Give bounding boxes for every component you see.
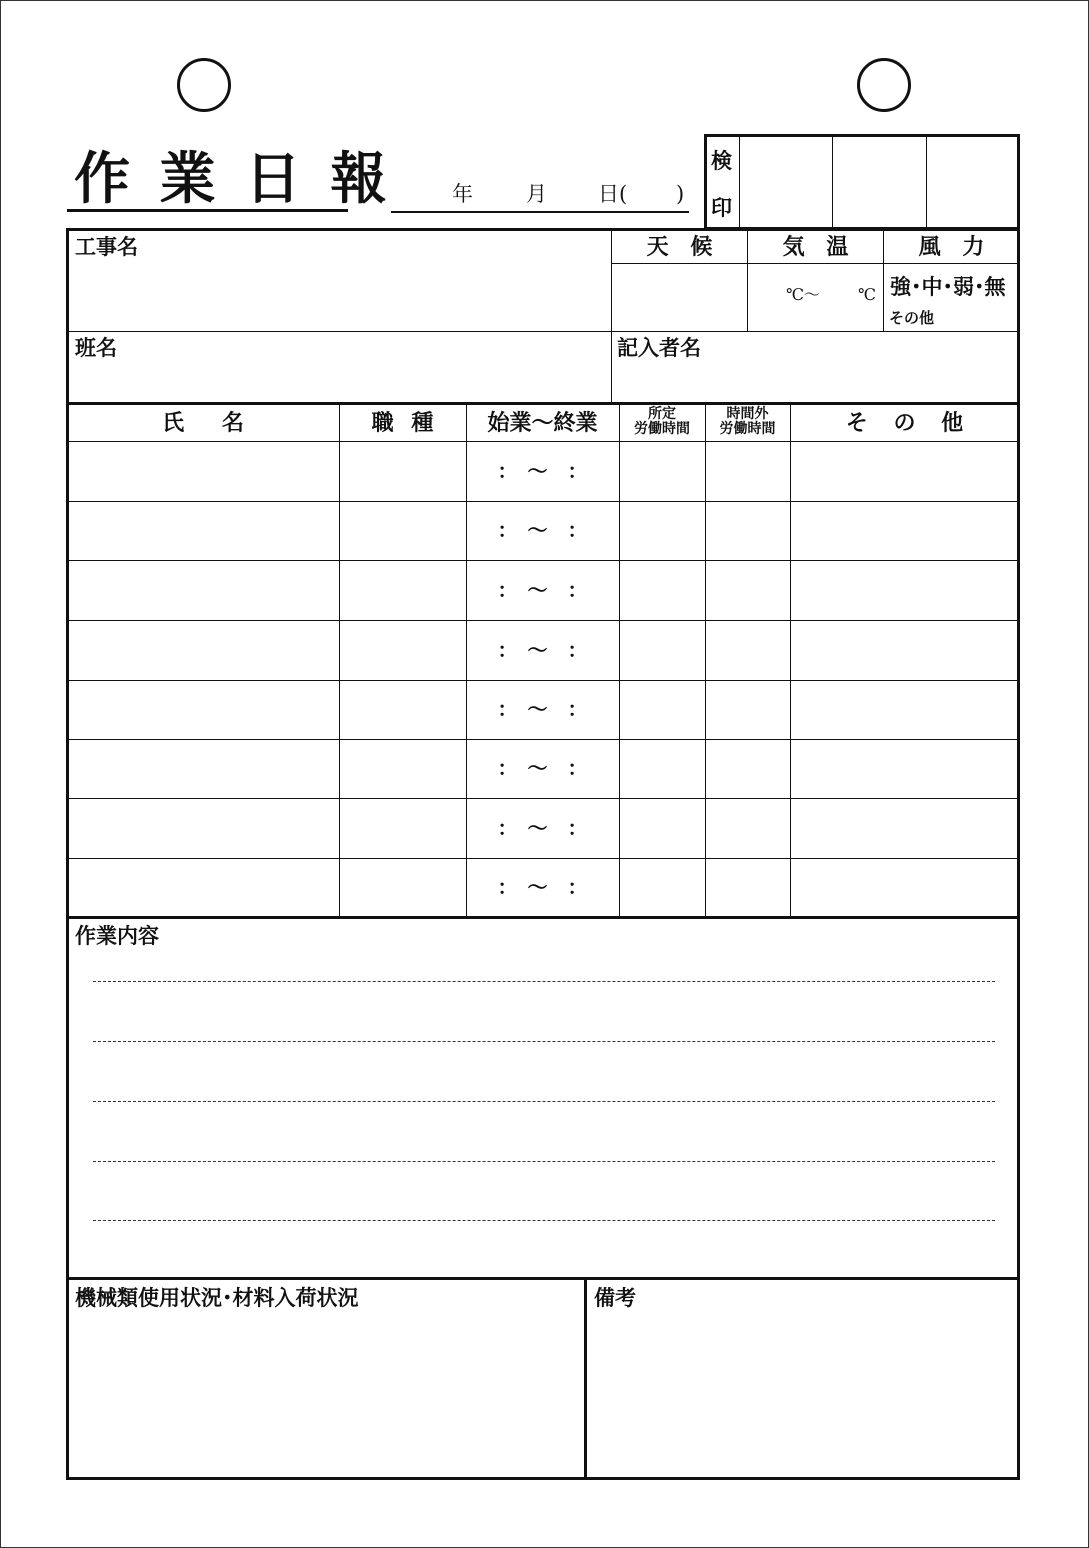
remarks-field[interactable] xyxy=(589,1312,1017,1476)
stamp-label-top: 検 xyxy=(711,148,732,173)
time-cell[interactable]: ： ～ ： xyxy=(497,875,588,899)
temperature-from-unit: ℃～ xyxy=(786,285,820,304)
time-cell[interactable]: ： ～ ： xyxy=(497,697,588,721)
form-title: 作 業 日 報 xyxy=(74,146,387,212)
name-cell[interactable] xyxy=(68,740,338,797)
job-cell[interactable] xyxy=(340,502,465,559)
regular-hours-cell[interactable] xyxy=(620,681,704,738)
time-cell[interactable]: ： ～ ： xyxy=(497,638,588,662)
overtime-hours-cell[interactable] xyxy=(706,561,789,619)
stamp-label-bottom: 印 xyxy=(711,195,732,220)
header-name: 氏 名 xyxy=(162,410,244,436)
job-cell[interactable] xyxy=(340,681,465,738)
regular-hours-cell[interactable] xyxy=(620,442,704,500)
header-work-time: 始業～終業 xyxy=(487,410,598,436)
other-cell[interactable] xyxy=(791,740,1018,797)
job-cell[interactable] xyxy=(340,621,465,679)
other-cell[interactable] xyxy=(791,621,1018,679)
job-cell[interactable] xyxy=(340,740,465,797)
overtime-hours-cell[interactable] xyxy=(706,799,789,857)
temperature-header: 気 温 xyxy=(782,234,849,260)
name-cell[interactable] xyxy=(68,681,338,738)
name-cell[interactable] xyxy=(68,859,338,916)
work-content-field[interactable] xyxy=(68,950,1018,1275)
overtime-hours-cell[interactable] xyxy=(706,681,789,738)
name-cell[interactable] xyxy=(68,561,338,619)
regular-hours-cell[interactable] xyxy=(620,859,704,916)
writer-label: 記入者名 xyxy=(617,335,701,360)
other-cell[interactable] xyxy=(791,561,1018,619)
temperature-to-unit: ℃ xyxy=(858,285,876,304)
name-cell[interactable] xyxy=(68,799,338,857)
other-cell[interactable] xyxy=(791,681,1018,738)
header-other: そ の 他 xyxy=(845,410,964,436)
header-job: 職 種 xyxy=(371,410,434,436)
job-cell[interactable] xyxy=(340,859,465,916)
name-cell[interactable] xyxy=(68,442,338,500)
stamp-cell-3[interactable] xyxy=(928,137,1017,227)
other-cell[interactable] xyxy=(791,859,1018,916)
regular-hours-cell[interactable] xyxy=(620,621,704,679)
work-content-label: 作業内容 xyxy=(75,923,159,948)
team-label: 班名 xyxy=(75,335,117,360)
header-overtime-hours: 時間外 労働時間 xyxy=(719,406,776,437)
project-name-field[interactable] xyxy=(68,258,608,328)
other-cell[interactable] xyxy=(791,502,1018,559)
job-cell[interactable] xyxy=(340,799,465,857)
project-name-label: 工事名 xyxy=(75,234,138,259)
weather-field[interactable] xyxy=(613,265,746,330)
header-regular-hours: 所定 労働時間 xyxy=(634,406,690,437)
overtime-hours-cell[interactable] xyxy=(706,859,789,916)
job-cell[interactable] xyxy=(340,442,465,500)
team-field[interactable] xyxy=(68,360,608,400)
wind-other-label: その他 xyxy=(889,309,935,327)
time-cell[interactable]: ： ～ ： xyxy=(497,459,588,483)
regular-hours-cell[interactable] xyxy=(620,740,704,797)
machinery-field[interactable] xyxy=(68,1312,582,1476)
punch-hole-left xyxy=(177,58,231,112)
punch-hole-right xyxy=(857,58,911,112)
job-cell[interactable] xyxy=(340,561,465,619)
overtime-hours-cell[interactable] xyxy=(706,740,789,797)
name-cell[interactable] xyxy=(68,621,338,679)
regular-hours-cell[interactable] xyxy=(620,561,704,619)
name-cell[interactable] xyxy=(68,502,338,559)
other-cell[interactable] xyxy=(791,799,1018,857)
remarks-label: 備考 xyxy=(594,1285,636,1310)
time-cell[interactable]: ： ～ ： xyxy=(497,518,588,542)
time-cell[interactable]: ： ～ ： xyxy=(497,756,588,780)
overtime-hours-cell[interactable] xyxy=(706,502,789,559)
regular-hours-cell[interactable] xyxy=(620,502,704,559)
other-cell[interactable] xyxy=(791,442,1018,500)
time-cell[interactable]: ： ～ ： xyxy=(497,578,588,602)
overtime-hours-cell[interactable] xyxy=(706,621,789,679)
machinery-label: 機械類使用状況･材料入荷状況 xyxy=(75,1285,359,1310)
regular-hours-cell[interactable] xyxy=(620,799,704,857)
wind-options[interactable]: 強･中･弱･無 xyxy=(890,274,1006,299)
stamp-cell-1[interactable] xyxy=(741,137,831,227)
writer-field[interactable] xyxy=(613,360,1017,400)
stamp-cell-2[interactable] xyxy=(834,137,925,227)
time-cell[interactable]: ： ～ ： xyxy=(497,816,588,840)
wind-header: 風 力 xyxy=(918,234,985,260)
title-underline xyxy=(67,209,348,212)
overtime-hours-cell[interactable] xyxy=(706,442,789,500)
weather-header: 天 候 xyxy=(646,234,713,260)
